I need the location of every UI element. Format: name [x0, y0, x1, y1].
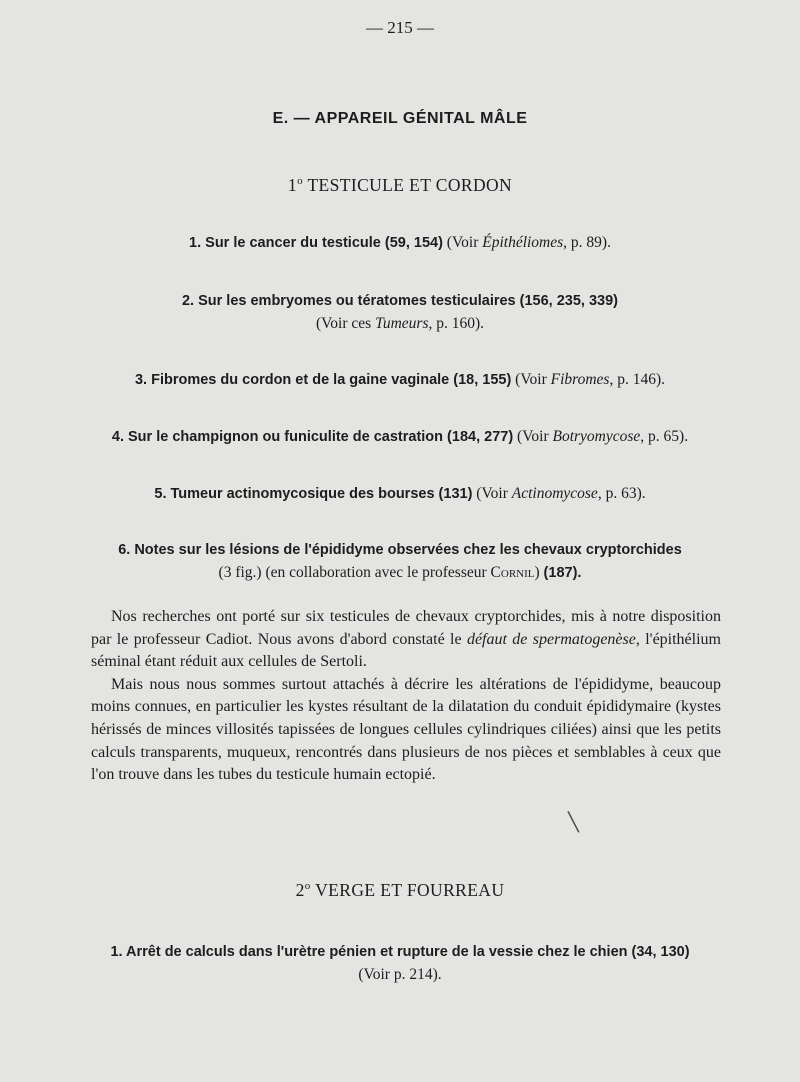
entry-ref: (Voir — [513, 428, 553, 445]
entry-ref: (Voir p. 214). — [358, 966, 442, 983]
entry-title: 1. Arrêt de calculs dans l'urètre pénien et rupture de la vessie chez le chien (34, 130) — [110, 944, 690, 960]
entry-epididyme — [0, 541, 800, 559]
subsection-label: VERGE ET FOURREAU — [315, 880, 505, 900]
entry-ref-title: Épithéliomes — [482, 234, 564, 251]
subsection-title-verge — [0, 880, 800, 901]
entry-embryomes — [0, 292, 800, 310]
entry-title: 2. Sur les embryomes ou tératomes testiculaires (156, 235, 339) — [181, 293, 619, 309]
paragraph-text: Nos recherches ont porté sur six testicules de chevaux cryptorchides, mis à notre disposition par le professeur Cadiot. Nous avons d'abord constaté le — [91, 608, 721, 648]
entry-ref-page: , p. 89). — [563, 234, 611, 251]
entry-ref: (Voir — [511, 371, 551, 388]
paragraph-emphasis: défaut de spermatogenèse — [466, 630, 636, 648]
pen-mark: ╲ — [568, 812, 579, 832]
entry-fibromes — [0, 371, 800, 389]
entry-epididyme-ref — [0, 564, 800, 582]
subsection-number: 2 — [295, 880, 305, 900]
entry-arret-calculs-ref — [0, 966, 800, 984]
paragraph-text: , l'épithélium séminal étant réduit aux cellules de Sertoli. — [91, 630, 721, 671]
entry-title: 5. Tumeur actinomycosique des bourses (131) — [154, 486, 473, 502]
entry-title: 6. Notes sur les lésions de l'épididyme observées chez les chevaux cryptorchides — [118, 542, 682, 558]
entry-ref-title: Actinomycose — [511, 485, 598, 502]
entry-ref: (Voir ces — [315, 315, 376, 332]
entry-ref-close: ) — [534, 564, 544, 581]
subsection-title-testicule — [0, 175, 800, 196]
entry-ref-title: Tumeurs — [375, 315, 429, 332]
paragraph — [91, 606, 721, 674]
entry-ref-page: , p. 65). — [640, 428, 689, 445]
entry-ref: (Voir — [442, 234, 483, 251]
entry-ref-page: , p. 63). — [597, 485, 646, 502]
entry-champignon — [0, 428, 800, 446]
entry-ref-author: Cornil — [490, 564, 535, 581]
paragraph-text: Mais nous nous sommes surtout attachés à décrire les altérations de l'épididyme, beaucoup moins connues, en particulier les kystes résultant de la dilatation du conduit épididymaire (kystes hérissés de minces villosités tapissées de longues cellules cylindriques ciliées) ainsi que les petits calculs transparents, muqueux, rencontrés dans plusieurs de nos pièces et semblables à ceux que l'on trouve dans les tubes du testicule humain ectopié. — [91, 675, 721, 784]
subsection-ordinal: o — [297, 175, 303, 188]
page-number: — 215 — — [366, 18, 434, 37]
entry-ref-number: (187). — [543, 565, 582, 581]
paragraph — [91, 674, 721, 787]
section-title: E. — APPAREIL GÉNITAL MÂLE — [272, 110, 528, 127]
entry-actinomycosique — [0, 485, 800, 503]
entry-title: 1. Sur le cancer du testicule (59, 154) — [189, 235, 443, 251]
entry-ref-title: Botryomycose — [552, 428, 641, 445]
entry-title: 3. Fibromes du cordon et de la gaine vaginale (18, 155) — [134, 372, 512, 388]
entry-embryomes-ref — [0, 315, 800, 333]
body-text — [91, 606, 721, 787]
subsection-label: TESTICULE ET CORDON — [307, 175, 513, 195]
entry-ref-title: Fibromes — [550, 371, 610, 388]
entry-ref: (Voir — [472, 485, 512, 502]
entry-title: 4. Sur le champignon ou funiculite de castration (184, 277) — [111, 429, 514, 445]
subsection-ordinal: o — [304, 880, 311, 893]
entry-arret-calculs — [0, 943, 800, 961]
entry-ref-page: , p. 146). — [609, 371, 666, 388]
entry-cancer-testicule — [0, 234, 800, 252]
entry-ref: (3 fig.) (en collaboration avec le professeur — [218, 564, 491, 581]
subsection-number: 1 — [287, 175, 298, 195]
entry-ref-page: , p. 160). — [428, 315, 485, 332]
